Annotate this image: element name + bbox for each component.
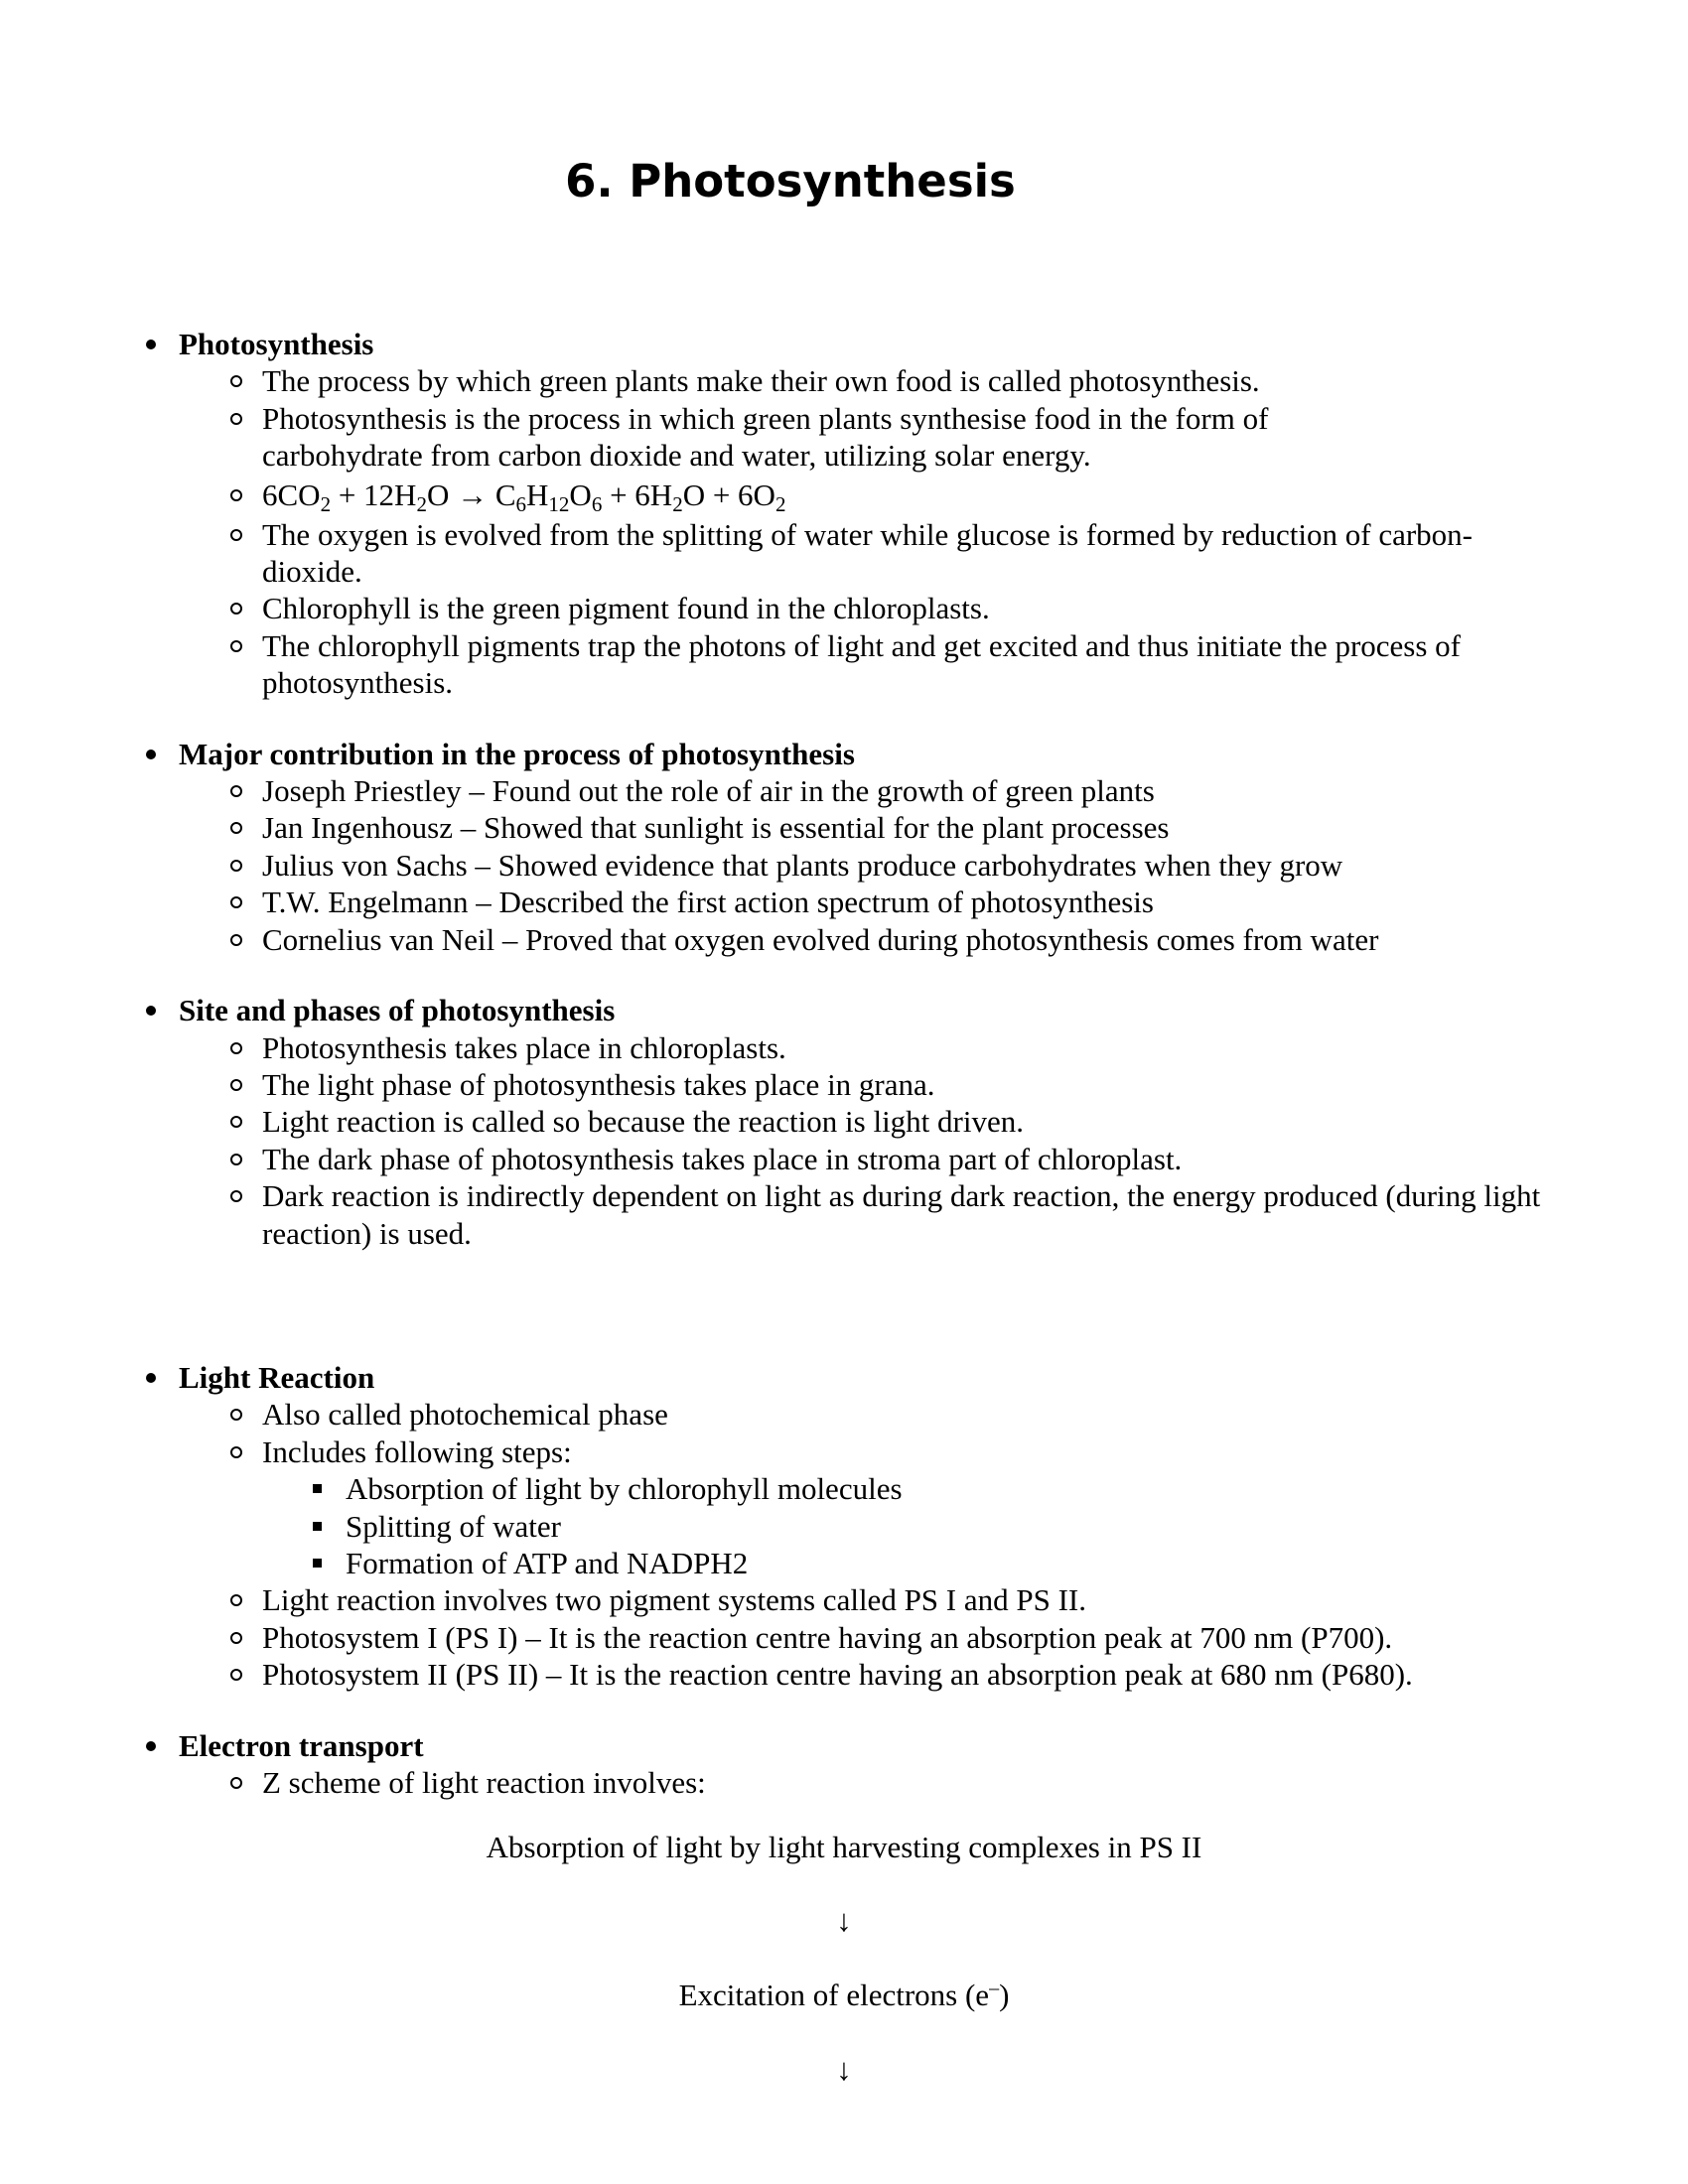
bullet-circle-icon xyxy=(230,1446,242,1458)
list-item: Light reaction involves two pigment systems called PS I and PS II. xyxy=(0,1581,1688,1618)
bullet-circle-icon xyxy=(230,640,242,652)
section-photosynthesis xyxy=(0,326,1688,702)
section-electron-transport xyxy=(0,1727,1688,1802)
down-arrow-icon: ↓ xyxy=(836,1903,852,1938)
bullet-circle-icon xyxy=(230,1409,242,1421)
bullet-circle-icon xyxy=(230,489,242,501)
bullet-disc-icon xyxy=(146,1741,156,1751)
list-item: Photosynthesis takes place in chloroplasts. xyxy=(0,1029,1688,1066)
list-item: Julius von Sachs – Showed evidence that plants produce carbohydrates when they grow xyxy=(0,847,1688,884)
list-item: The process by which green plants make their own food is called photosynthesis. xyxy=(0,362,1688,399)
list-item: Z scheme of light reaction involves: xyxy=(0,1764,1688,1801)
bullet-circle-icon xyxy=(230,1777,242,1789)
list-item: The dark phase of photosynthesis takes place in stroma part of chloroplast. xyxy=(0,1141,1688,1177)
bullet-circle-icon xyxy=(230,785,242,797)
list-item: Light reaction is called so because the reaction is light driven. xyxy=(0,1103,1688,1140)
list-item: The light phase of photosynthesis takes place in grana. xyxy=(0,1066,1688,1103)
down-arrow-icon: ↓ xyxy=(836,2052,852,2087)
list-item: Includes following steps: xyxy=(0,1433,1688,1470)
light-reaction-steps xyxy=(0,1470,1688,1581)
list-item: Cornelius van Neil – Proved that oxygen evolved during photosynthesis comes from water xyxy=(0,921,1688,958)
section-items xyxy=(0,1764,1688,1801)
list-item: Jan Ingenhousz – Showed that sunlight is essential for the plant processes xyxy=(0,809,1688,846)
bullet-disc-icon xyxy=(146,750,156,759)
list-item: Also called photochemical phase xyxy=(0,1396,1688,1433)
bullet-disc-icon xyxy=(146,340,156,349)
page-title: 6. Photosynthesis xyxy=(565,155,1016,207)
list-item-equation xyxy=(0,475,1688,516)
list-item: The oxygen is evolved from the splitting of water while glucose is formed by reduction of carbon-dioxide. xyxy=(0,516,1688,591)
bullet-disc-icon xyxy=(146,1006,156,1016)
bullet-circle-icon xyxy=(230,896,242,908)
list-item: Photosystem II (PS II) – It is the reaction centre having an absorption peak at 680 nm (P680). xyxy=(0,1656,1688,1693)
photosynthesis-equation: $6CO_2 + 12H_2O \to C_6H_{12}O_6 + 6H_2O + 6O_2$ xyxy=(262,477,786,516)
bullet-circle-icon xyxy=(230,860,242,872)
list-item: The chlorophyll pigments trap the photons of light and get excited and thus initiate the process of photosynthesis. xyxy=(0,627,1688,702)
list-item: Photosynthesis is the process in which green plants synthesise food in the form of carbohydrate from carbon dioxide and water, utilizing solar energy. xyxy=(0,400,1688,475)
section-items xyxy=(0,362,1688,701)
section-heading: Light Reaction xyxy=(179,1359,375,1395)
bullet-square-icon xyxy=(313,1522,322,1531)
bullet-circle-icon xyxy=(230,1116,242,1128)
notes-content xyxy=(0,326,1688,1801)
z-scheme-step: Absorption of light by light harvesting complexes in PS II xyxy=(486,1830,1202,1864)
section-heading: Photosynthesis xyxy=(179,327,374,361)
bullet-circle-icon xyxy=(230,529,242,541)
bullet-circle-icon xyxy=(230,1042,242,1054)
list-item: Splitting of water xyxy=(0,1508,1688,1545)
bullet-circle-icon xyxy=(230,1154,242,1165)
section-heading: Site and phases of photosynthesis xyxy=(179,993,616,1028)
list-item: Chlorophyll is the green pigment found in the chloroplasts. xyxy=(0,590,1688,626)
bullet-circle-icon xyxy=(230,1669,242,1681)
section-items xyxy=(0,772,1688,958)
bullet-square-icon xyxy=(313,1559,322,1568)
list-item: Joseph Priestley – Found out the role of air in the growth of green plants xyxy=(0,772,1688,809)
section-site-and-phases xyxy=(0,992,1688,1252)
bullet-disc-icon xyxy=(146,1373,156,1383)
list-item: Absorption of light by chlorophyll molecules xyxy=(0,1470,1688,1507)
bullet-circle-icon xyxy=(230,934,242,946)
section-items xyxy=(0,1029,1688,1252)
bullet-circle-icon xyxy=(230,822,242,834)
bullet-circle-icon xyxy=(230,375,242,387)
bullet-circle-icon xyxy=(230,1190,242,1202)
section-major-contribution xyxy=(0,736,1688,958)
bullet-circle-icon xyxy=(230,413,242,425)
z-scheme-step: Excitation of electrons (e–) xyxy=(678,1977,1010,2012)
section-items xyxy=(0,1581,1688,1693)
section-light-reaction xyxy=(0,1359,1688,1694)
list-item: Dark reaction is indirectly dependent on light as during dark reaction, the energy produced (during light reaction) is used. xyxy=(0,1177,1688,1252)
section-items xyxy=(0,1396,1688,1470)
bullet-square-icon xyxy=(313,1484,322,1493)
bullet-circle-icon xyxy=(230,1632,242,1644)
list-item: Formation of ATP and NADPH2 xyxy=(0,1545,1688,1581)
bullet-circle-icon xyxy=(230,603,242,614)
bullet-circle-icon xyxy=(230,1594,242,1606)
section-heading: Electron transport xyxy=(179,1727,424,1763)
bullet-circle-icon xyxy=(230,1079,242,1091)
list-item: T.W. Engelmann – Described the first action spectrum of photosynthesis xyxy=(0,884,1688,920)
section-heading: Major contribution in the process of photosynthesis xyxy=(179,736,855,771)
list-item: Photosystem I (PS I) – It is the reaction centre having an absorption peak at 700 nm (P700). xyxy=(0,1619,1688,1656)
